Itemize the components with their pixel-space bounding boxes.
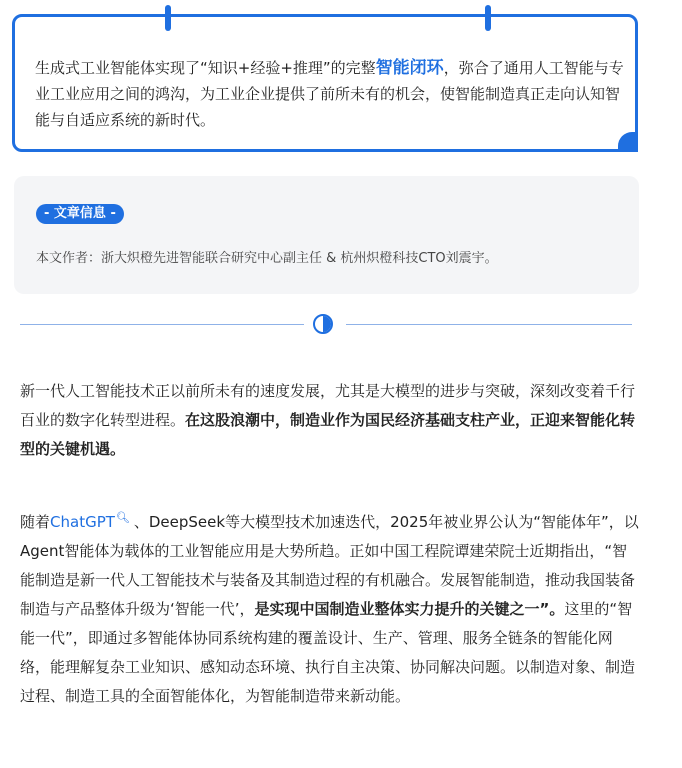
paragraph-2-text-1: 、DeepSeek等大模型技术加速迭代，2025年被业界公认为“智能体年”，以Agent智能体为载体的工业智能应用是大势所趋。正如中国工程院谭建荣院士近期指出，“智能制造是新一代人工智能技术与装备及其制造过程的有机融合。发展智能制造，推动我国装备制造与产品整体升级为‘智能一代’， [20, 513, 639, 618]
divider-circle-icon [313, 314, 333, 334]
paragraph-2-text-2: 这里的“智能一代”，即通过多智能体协同系统构建的覆盖设计、生产、管理、服务全链条的智能化网络，能理解复杂工业知识、感知动态环境、执行自主决策、协同解决问题。以制造对象、制造过程、制造工具的全面智能体化，为智能制造带来新动能。 [20, 600, 636, 705]
chatgpt-link[interactable]: ChatGPT [50, 513, 115, 531]
paragraph-1 [20, 377, 640, 464]
paragraph-2 [20, 503, 640, 711]
divider-line-left [20, 324, 304, 325]
summary-text [35, 55, 625, 133]
divider-line-right [346, 324, 632, 325]
paragraph-1-bold: 在这股浪潮中，制造业作为国民经济基础支柱产业，正迎来智能化转型的关键机遇。 [20, 411, 636, 458]
summary-pin-left [165, 5, 171, 31]
paragraph-2-prefix: 随着 [20, 513, 51, 531]
summary-text-before: 生成式工业智能体实现了“知识+经验+推理”的完整 [35, 59, 376, 77]
article-info-tag: - 文章信息 - [36, 204, 124, 224]
article-info-box [14, 176, 639, 294]
summary-corner-fold [618, 132, 638, 152]
paragraph-1-text: 新一代人工智能技术正以前所未有的速度发展，尤其是大模型的进步与突破，深刻改变着千行百业的数字化转型进程。 [20, 382, 636, 429]
summary-pin-right [485, 5, 491, 31]
summary-highlight: 智能闭环 [375, 58, 444, 78]
search-icon[interactable]: 🔍︎ [115, 511, 130, 524]
paragraph-2-bold: 是实现中国制造业整体实力提升的关键之一”。 [254, 600, 565, 618]
summary-text-after: ，弥合了通用人工智能与专业工业应用之间的鸿沟，为工业企业提供了前所未有的机会，使智能制造真正走向认知智能与自适应系统的新时代。 [35, 59, 624, 129]
author-line: 本文作者：浙大炽橙先进智能联合研究中心副主任 & 杭州炽橙科技CTO刘震宇。 [36, 251, 498, 266]
summary-box [12, 14, 638, 152]
